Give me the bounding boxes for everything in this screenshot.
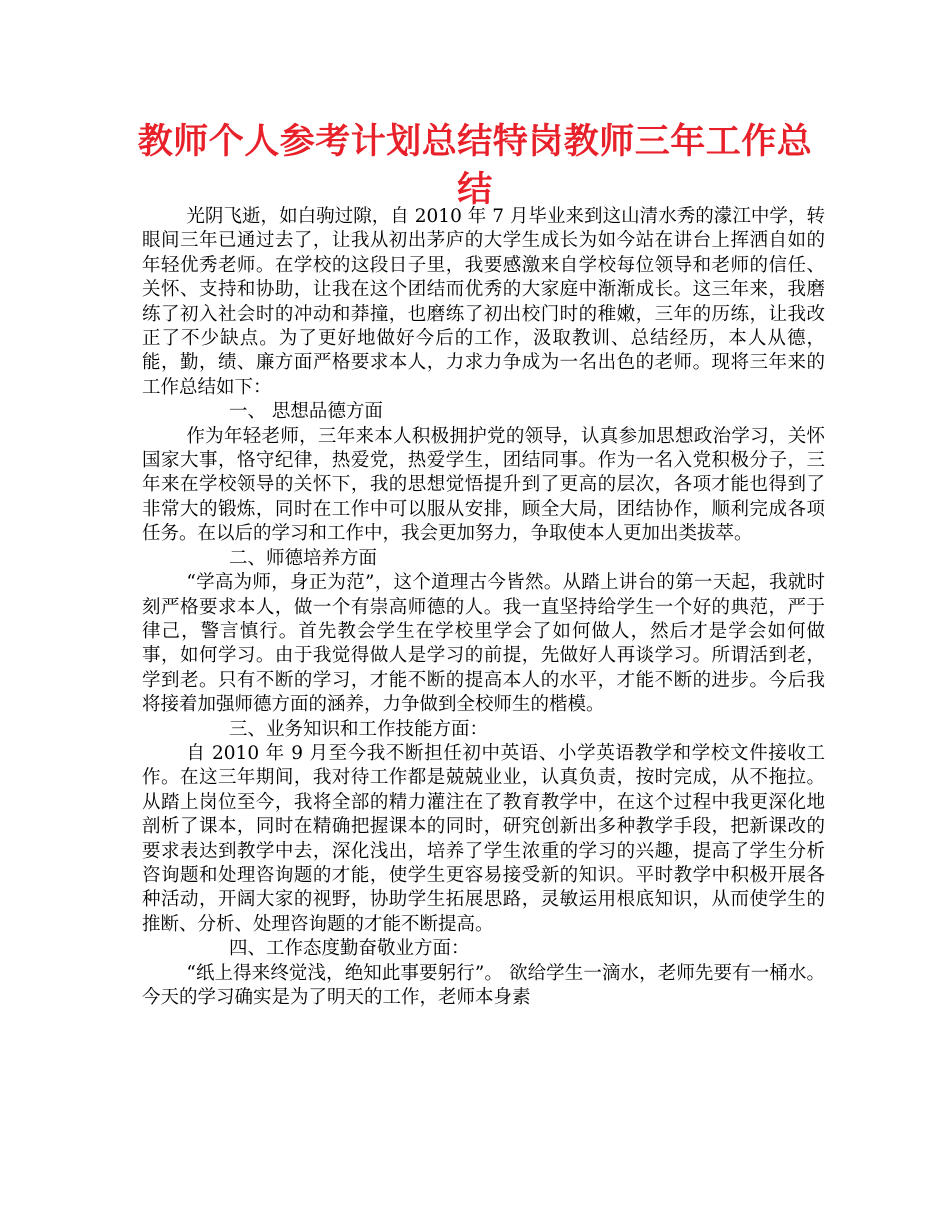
section-heading-2: 二、师德培养方面 <box>229 547 378 569</box>
section-heading-4: 四、工作态度勤奋敬业方面： <box>229 938 470 960</box>
section-3-paragraph: 自 2010 年 9 月至今我不断担任初中英语、小学英语教学和学校文件接收工作。在这三年期间，我对待工作都是兢兢业业，认真负责，按时完成，从不拖拉。从踏上岗位至今，我将全部的精力灌注在了教育教学中，在这个过程中我更深化地剖析了课本，同时在精确把握课本的同时，研究创新出多种教学手段，把新课改的要求表达到教学中去，深化浅出，培养了学生浓重的学习的兴趣，提高了学生分析咨询题和处理咨询题的才能，使学生更容易接受新的知识。平时教学中积极开展各种活动，开阔大家的视野，协助学生拓展思路，灵敏运用根底知识，从而使学生的推断、分析、处理咨询题的才能不断提高。 <box>142 742 825 935</box>
section-heading-1: 一、 思想品德方面 <box>229 401 383 423</box>
document-body <box>142 205 825 1010</box>
section-4-paragraph: “纸上得来终觉浅，绝知此事要躬行”。 欲给学生一滴水，老师先要有一桶水。今天的学习确实是为了明天的工作，老师本身素 <box>142 962 825 1008</box>
document-title: 教师个人参考计划总结特岗教师三年工作总结 <box>137 122 813 210</box>
section-2-paragraph: “学高为师，身正为范”，这个道理古今皆然。从踏上讲台的第一天起，我就时刻严格要求本人，做一个有崇高师德的人。我一直坚持给学生一个好的典范，严于律己，警言慎行。首先教会学生在学校里学会了如何做人，然后才是学会如何做事，如何学习。由于我觉得做人是学习的前提，先做好人再谈学习。所谓活到老，学到老。只有不断的学习，才能不断的提高本人的水平，才能不断的进步。今后我将接着加强师德方面的涵养，力争做到全校师生的楷模。 <box>142 572 825 716</box>
section-heading-3: 三、业务知识和工作技能方面： <box>229 718 489 740</box>
section-1-paragraph: 作为年轻老师，三年来本人积极拥护党的领导，认真参加思想政治学习，关怀国家大事，恪守纪律，热爱党，热爱学生，团结同事。作为一名入党积极分子，三年来在学校领导的关怀下，我的思想觉悟提升到了更高的层次，各项才能也得到了非常大的锻炼，同时在工作中可以服从安排，顾全大局，团结协作，顺利完成各项任务。在以后的学习和工作中，我会更加努力，争取使本人更加出类拔萃。 <box>142 425 825 545</box>
intro-paragraph: 光阴飞逝，如白驹过隙，自 2010 年 7 月毕业来到这山清水秀的濛江中学，转眼间三年已通过去了，让我从初出茅庐的大学生成长为如今站在讲台上挥洒自如的年轻优秀老师。在学校的这段日子里，我要感激来自学校每位领导和老师的信任、关怀、支持和协助，让我在这个团结而优秀的大家庭中渐渐成长。这三年来，我磨练了初入社会时的冲动和莽撞，也磨练了初出校门时的稚嫩，三年的历练，让我改正了不少缺点。为了更好地做好今后的工作，汲取教训、总结经历，本人从德，能，勤，绩、廉方面严格要求本人，力求力争成为一名出色的老师。现将三年来的工作总结如下： <box>142 206 825 398</box>
